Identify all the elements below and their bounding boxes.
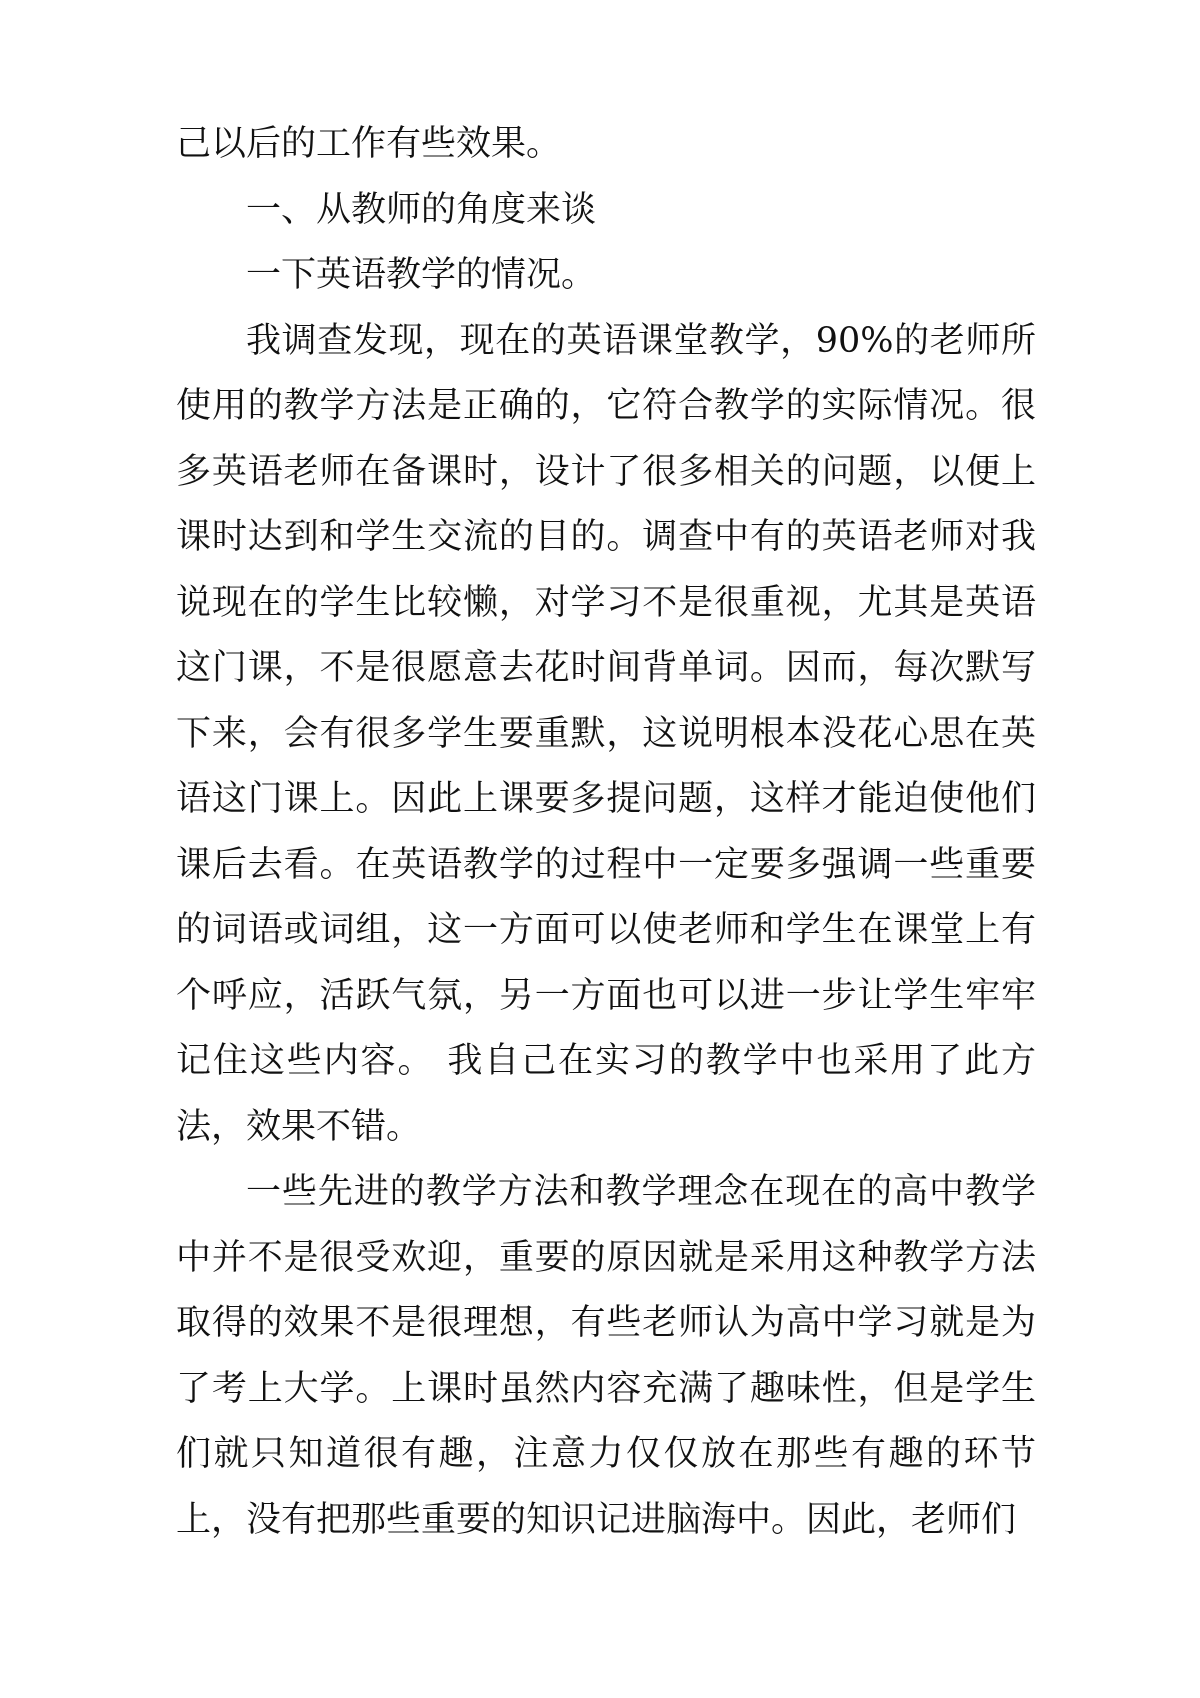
paragraph: 一下英语教学的情况。 [246, 255, 597, 295]
paragraph: 我调查发现，现在的英语课堂教学，90%的老师所使用的教学方法是正确的，它符合教学的实际情况。很多英语老师在备课时，设计了很多相关的问题，以便上课时达到和学生交流的目的。调查中有的英语老师对我说现在的学生比较懒，对学习不是很重视，尤其是英语这门课，不是很愿意去花时间背单词。因而，每次默写下来，会有很多学生要重默，这说明根本没花心思在英语这门课上。因此上课要多提问题，这样才能迫使他们课后去看。在英语教学的过程中一定要多强调一些重要的词语或词组，这一方面可以使老师和学生在课堂上有个呼应，活跃气氛，另一方面也可以进一步让学生牢牢记住这些内容。 我自己在实习的教学中也采用了此方法，效果不错。 [176, 320, 1036, 1147]
section-heading: 一、从教师的角度来谈 [246, 189, 597, 230]
paragraph: 一些先进的教学方法和教学理念在现在的高中教学中并不是很受欢迎，重要的原因就是采用这种教学方法取得的效果不是很理想，有些老师认为高中学习就是为了考上大学。上课时虽然内容充满了趣味性，但是学生们就只知道很有趣，注意力仅仅放在那些有趣的环节上，没有把那些重要的知识记进脑海中。因此，老师们 [176, 1172, 1036, 1540]
paragraph-continuation: 己以后的工作有些效果。 [176, 124, 562, 164]
document-body [176, 112, 1036, 1553]
